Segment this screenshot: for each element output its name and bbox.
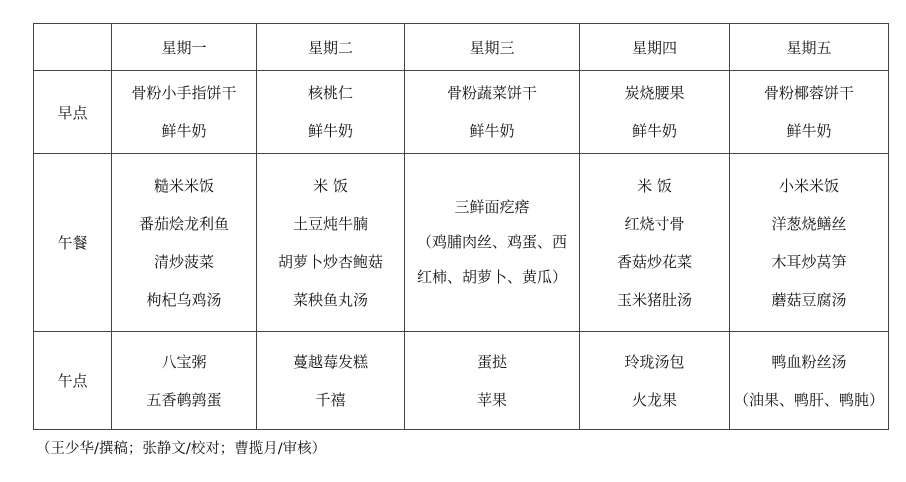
menu-item: 鲜牛奶	[469, 122, 515, 140]
day-header-tue: 星期二	[257, 24, 405, 71]
breakfast-thu	[580, 71, 730, 154]
snack-thu	[580, 332, 730, 430]
menu-item: 糙米米饭	[153, 176, 214, 195]
breakfast-row	[34, 71, 889, 154]
lunch-thu	[580, 154, 730, 332]
header-row	[34, 24, 889, 71]
meal-label-afternoon-snack: 午点	[34, 332, 112, 430]
menu-item: 三鲜面疙瘩	[454, 198, 530, 216]
breakfast-mon	[112, 71, 257, 154]
menu-item: 核桃仁	[307, 84, 353, 102]
menu-item: 五香鹌鹑蛋	[146, 390, 222, 409]
menu-item: 香菇炒花菜	[616, 252, 692, 271]
menu-item: 红烧寸骨	[624, 214, 685, 233]
menu-item: 番茄烩龙利鱼	[138, 214, 229, 233]
menu-item: 鲜牛奶	[786, 122, 832, 140]
menu-item: 枸杞乌鸡汤	[146, 290, 222, 309]
breakfast-tue	[257, 71, 405, 154]
day-header-fri: 星期五	[730, 24, 889, 71]
menu-item: 苹果	[476, 390, 507, 409]
menu-item: 火龙果	[631, 390, 677, 409]
menu-item: 鸭血粉丝汤	[771, 352, 847, 371]
menu-item: 八宝粥	[161, 352, 207, 371]
menu-item: 千禧	[315, 390, 346, 409]
weekly-menu-table	[33, 23, 889, 430]
day-header-thu: 星期四	[580, 24, 730, 71]
menu-item: 鲜牛奶	[161, 122, 207, 140]
breakfast-wed	[405, 71, 580, 154]
meal-label-lunch: 午餐	[34, 154, 112, 332]
menu-item: 红柿、胡萝卜、黄瓜）	[416, 268, 567, 286]
lunch-row	[34, 154, 889, 332]
menu-item: 玲珑汤包	[624, 352, 685, 371]
menu-item: 胡萝卜炒杏鲍菇	[277, 252, 383, 271]
menu-item: 小米米饭	[779, 176, 840, 195]
menu-item: 清炒菠菜	[153, 252, 214, 271]
lunch-wed	[405, 154, 580, 332]
afternoon-snack-row	[34, 332, 889, 430]
breakfast-fri	[730, 71, 889, 154]
menu-item: 骨粉椰蓉饼干	[764, 84, 855, 102]
snack-tue	[257, 332, 405, 430]
menu-item: 蔓越莓发糕	[292, 352, 368, 371]
menu-item: 骨粉小手指饼干	[131, 84, 237, 102]
credits-footer: （王少华/撰稿；张静文/校对；曹揽月/审核）	[36, 441, 327, 457]
menu-item: 菜秧鱼丸汤	[292, 290, 368, 309]
menu-item: 洋葱烧鳝丝	[771, 214, 847, 233]
menu-item: 土豆炖牛腩	[292, 214, 368, 233]
menu-item: 鲜牛奶	[307, 122, 353, 140]
meal-label-breakfast: 早点	[34, 71, 112, 154]
menu-item: 木耳炒莴笋	[771, 252, 847, 271]
corner-cell	[34, 24, 112, 71]
lunch-fri	[730, 154, 889, 332]
menu-item: 米 饭	[313, 176, 348, 195]
menu-item: （鸡脯肉丝、鸡蛋、西	[416, 233, 567, 251]
menu-item: 炭烧腰果	[624, 84, 685, 102]
lunch-tue	[257, 154, 405, 332]
menu-item: 蛋挞	[476, 352, 507, 371]
day-header-mon: 星期一	[112, 24, 257, 71]
menu-item: 玉米猪肚汤	[616, 290, 692, 309]
menu-item: 骨粉蔬菜饼干	[446, 84, 537, 102]
menu-item: （油果、鸭肝、鸭肫）	[734, 390, 885, 409]
menu-item: 米 饭	[637, 176, 672, 195]
snack-wed	[405, 332, 580, 430]
snack-fri	[730, 332, 889, 430]
snack-mon	[112, 332, 257, 430]
day-header-wed: 星期三	[405, 24, 580, 71]
menu-item: 蘑菇豆腐汤	[771, 290, 847, 309]
menu-item: 鲜牛奶	[631, 122, 677, 140]
lunch-mon	[112, 154, 257, 332]
